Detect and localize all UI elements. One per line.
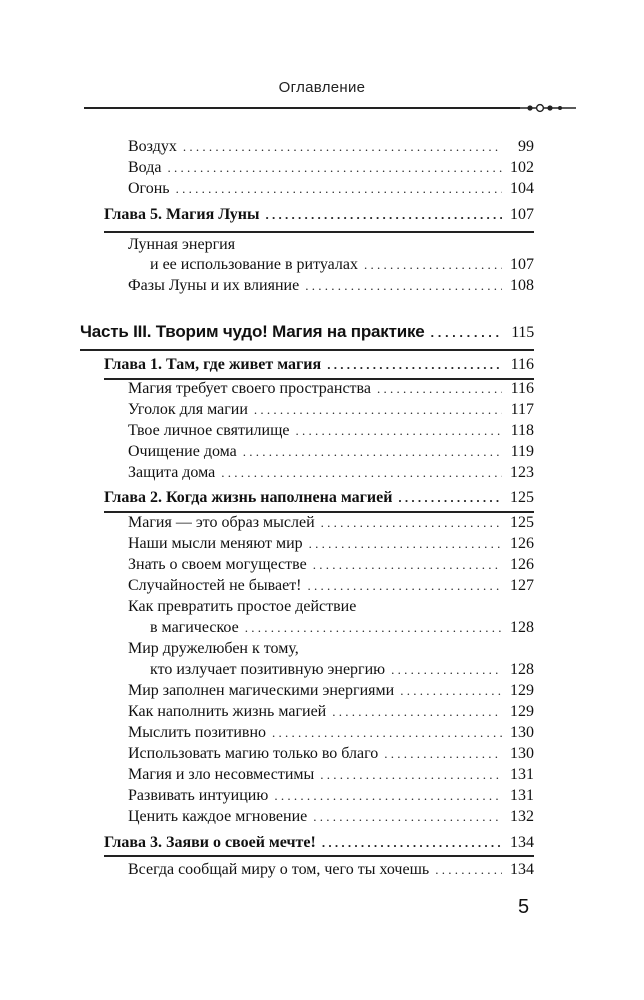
toc-entry-power[interactable]: Знать о своем могуществе . . . 126 [128, 556, 534, 576]
toc-entry-space[interactable]: Магия требует своего пространства . . . 116 [128, 380, 534, 400]
toc-entry-fill-life[interactable]: Как наполнить жизнь магией . . . 129 [128, 703, 534, 723]
toc-part-3[interactable]: Часть III. Творим чудо! Магия на практике . . . 115 [80, 322, 534, 342]
toc-entry-water[interactable]: Вода . . . 102 [128, 159, 534, 179]
toc-entry-magic-evil[interactable]: Магия и зло несовместимы . . . 131 [128, 766, 534, 786]
toc-entry-lunar-energy[interactable]: и ее использование в ритуалах . . . 107 [150, 256, 534, 276]
divider [104, 855, 534, 857]
toc-entry-no-accidents[interactable]: Случайностей не бывает! . . . 127 [128, 577, 534, 597]
toc-entry-magic-corner[interactable]: Уголок для магии . . . 117 [128, 401, 534, 421]
toc-entry-sanctuary[interactable]: Твое личное святилище . . . 118 [128, 422, 534, 442]
toc-entry-friendly-world[interactable]: кто излучает позитивную энергию . . . 128 [150, 661, 534, 681]
toc-chapter-5[interactable]: Глава 5. Магия Луны . . . 107 [104, 206, 534, 226]
divider [80, 349, 534, 351]
toc-entry-every-moment[interactable]: Ценить каждое мгновение . . . 132 [128, 808, 534, 828]
toc-entry-tell-the-world[interactable]: Всегда сообщай миру о том, чего ты хочешь . . . 134 [128, 861, 534, 881]
divider [104, 231, 534, 233]
toc-entry-protection[interactable]: Защита дома . . . 123 [128, 464, 534, 484]
divider [104, 511, 534, 513]
toc-entry-think-positive[interactable]: Мыслить позитивно . . . 130 [128, 724, 534, 744]
toc-entry-simple-action[interactable]: в магическое . . . 128 [150, 619, 534, 639]
toc-entry-simple-action-line1[interactable]: Как превратить простое действие [128, 598, 357, 615]
toc-entry-air[interactable]: Воздух . . . 99 [128, 138, 534, 158]
toc-entry-friendly-world-line1[interactable]: Мир дружелюбен к тому, [128, 640, 299, 657]
ornament-icon [518, 103, 576, 113]
toc-entry-cleansing[interactable]: Очищение дома . . . 119 [128, 443, 534, 463]
toc-entry-for-good[interactable]: Использовать магию только во благо . . . 130 [128, 745, 534, 765]
toc-chapter-1[interactable]: Глава 1. Там, где живет магия . . . 116 [104, 356, 534, 376]
page-number: 5 [518, 896, 530, 918]
toc-entry-thoughts[interactable]: Наши мысли меняют мир . . . 126 [128, 535, 534, 555]
toc-chapter-2[interactable]: Глава 2. Когда жизнь наполнена магией . . . 125 [104, 489, 534, 509]
toc-entry-fire[interactable]: Огонь . . . 104 [128, 180, 534, 200]
toc-entry-moon-phases[interactable]: Фазы Луны и их влияние . . . 108 [128, 277, 534, 297]
toc-entry-lunar-energy-line1[interactable]: Лунная энергия [128, 236, 236, 253]
running-head: Оглавление [278, 79, 366, 96]
toc-chapter-3[interactable]: Глава 3. Заяви о своей мечте! . . . 134 [104, 834, 534, 854]
header-rule [84, 103, 576, 113]
toc-entry-magic-energies[interactable]: Мир заполнен магическими энергиями . . . 129 [128, 682, 534, 702]
toc-entry-intuition[interactable]: Развивать интуицию . . . 131 [128, 787, 534, 807]
toc-entry-mindset[interactable]: Магия — это образ мыслей . . . 125 [128, 514, 534, 534]
